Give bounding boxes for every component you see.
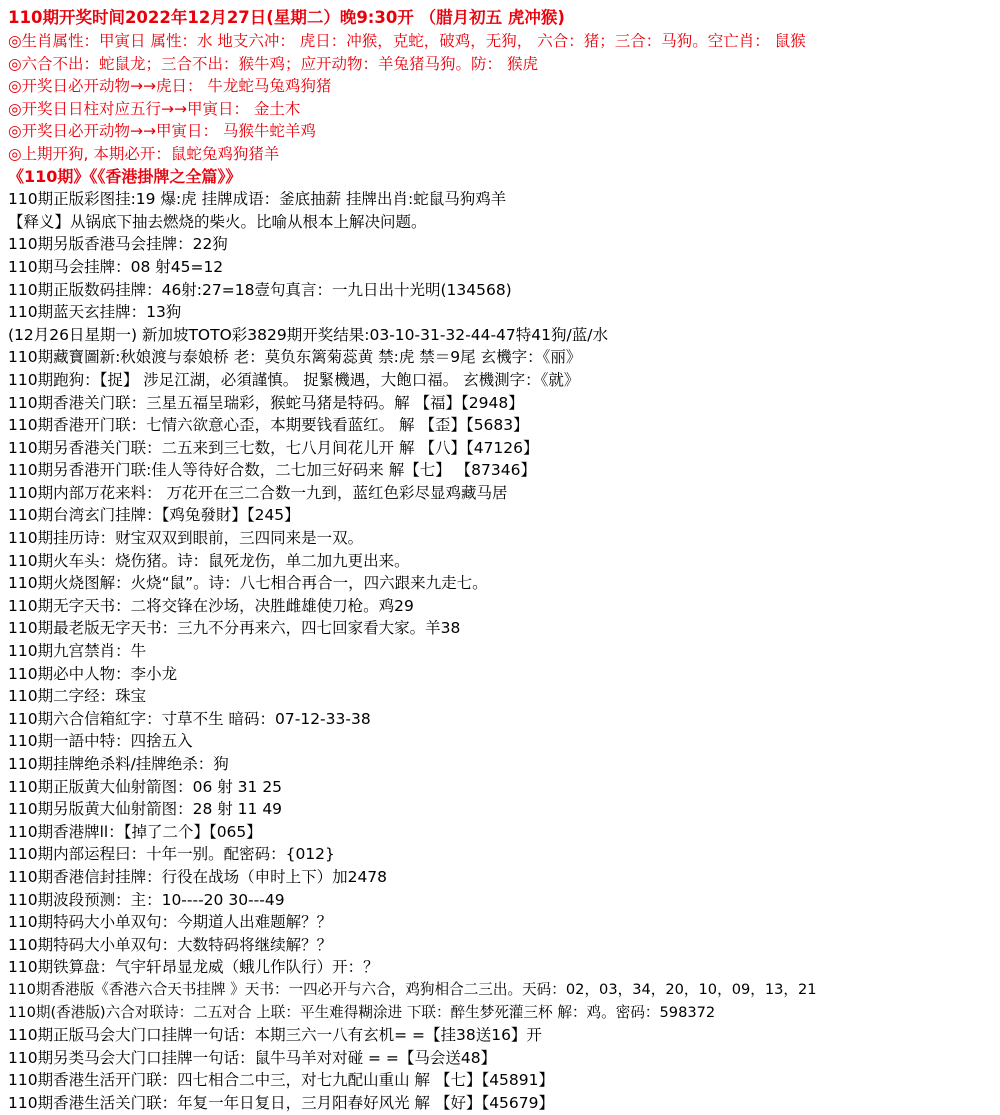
content-line: 110期香港生活开门联：四七相合二中三，对七九配山重山 解 【七】【45891】: [8, 1071, 554, 1090]
content-line: 110期波段预测：主：10----20 30---49: [8, 890, 285, 909]
content-line: ◎上期开狗, 本期必开：鼠蛇兔鸡狗猪羊: [8, 144, 280, 163]
content-line: 110期藏寶圖新:秋娘渡与泰娘桥 老：莫负东篱菊蕊黄 禁:虎 禁＝9尾 玄機字：《丽》: [8, 348, 582, 367]
content-line: 110期正版黄大仙射箭图：06 射 31 25: [8, 777, 283, 796]
content-line: ◎开奖日日柱对应五行→→甲寅日： 金土木: [8, 99, 301, 118]
content-line: 110期挂牌绝杀料/挂牌绝杀：狗: [8, 755, 229, 773]
content-line: 110期香港版《香港六合天书挂牌 》天书：一四必开与六合，鸡狗相合二三出。天码：02，03，34，20，10，09，13，21: [8, 980, 817, 998]
content-line: 110期最老版无字天书：三九不分再来六，四七回家看大家。羊38: [8, 619, 461, 638]
content-line: 110期另版黄大仙射箭图：28 射 11 49: [8, 800, 283, 819]
content-line: ◎开奖日必开动物→→虎日： 牛龙蛇马兔鸡狗猪: [8, 77, 332, 96]
content-line: 110期内部运程曰：十年一别。配密码：{012}: [8, 845, 335, 864]
content-line: ◎生肖属性：甲寅日 属性：水 地支六冲： 虎日：冲猴，克蛇，破鸡，无狗， 六合：猪；三合：马狗。空亡肖： 鼠猴: [8, 32, 806, 50]
content-line: ◎开奖日必开动物→→甲寅日： 马猴牛蛇羊鸡: [8, 122, 316, 141]
content-line: 【释义】从锅底下抽去燃烧的柴火。比喻从根本上解决问题。: [8, 212, 427, 231]
content-line: 110期香港关门联：三星五福呈瑞彩，猴蛇马猪是特码。解 【福】【2948】: [8, 393, 524, 412]
content-line: 110期(香港版)六合对联诗：二五对合 上联：平生难得糊涂进 下联：醉生梦死灌三杯 解：鸡。密码：598372: [8, 1003, 716, 1021]
content-line: 110期马会挂牌：08 射45=12: [8, 257, 224, 276]
content-line: 110期香港牌ll：【掉了二个】【065】: [8, 822, 262, 841]
content-line: 110期火烧图解：火烧“鼠”。诗：八七相合再合一，四六跟来九走七。: [8, 574, 488, 593]
content-line: 110期跑狗：【捉】 涉足江湖，必須謹慎。 捉緊機遇，大飽口福。 玄機測字：《就》: [8, 370, 580, 389]
content-line: 110期内部万花来料： 万花开在三二合数一九到，蓝红色彩尽显鸡藏马居: [8, 483, 508, 502]
content-line: 110期蓝天玄挂牌：13狗: [8, 303, 182, 322]
content-line: 110期火车头：烧伤猪。诗：鼠死龙伤，单二加九更出来。: [8, 551, 410, 570]
content-line: 110期另香港开门联:佳人等待好合数，二七加三好码来 解【七】 【87346】: [8, 461, 536, 480]
content-line: 110期正版数码挂牌：46射:27=18壹句真言：一九日出十光明(134568): [8, 280, 512, 299]
content-line: (12月26日星期一) 新加坡TOTO彩3829期开奖结果:03-10-31-32-44-47特41狗/蓝/水: [8, 325, 608, 344]
content-line: 110期特码大小单双句：今期道人出难题解？？: [8, 913, 333, 932]
content-line: 110期另香港关门联：二五来到三七数，七八月间花儿开 解 【八】【47126】: [8, 438, 539, 457]
page-title: 110期开奖时间2022年12月27日(星期二）晚9:30开 （腊月初五 虎冲猴): [8, 8, 565, 27]
content-line: 110期香港开门联：七情六欲意心歪，本期要钱看蓝红。 解 【歪】【5683】: [8, 416, 529, 435]
section-heading: 《110期》《《香港掛牌之全篇》》: [8, 166, 242, 186]
content-line: ◎六合不出：蛇鼠龙；三合不出：猴牛鸡；应开动物：羊兔猪马狗。防： 猴虎: [8, 54, 538, 73]
content-line: 110期香港信封挂牌：行役在战场（申时上下）加2478: [8, 867, 388, 886]
content-line: 110期正版马会大门口挂牌一句话：本期三六一八有玄机= =【挂38送16】开: [8, 1026, 542, 1045]
content-line: 110期挂历诗：财宝双双到眼前，三四同来是一双。: [8, 529, 364, 548]
content-line: 110期六合信箱紅字：寸草不生 暗码：07-12-33-38: [8, 709, 371, 728]
content-line: 110期九宫禁肖：牛: [8, 642, 147, 661]
content-line: 110期必中人物：李小龙: [8, 664, 178, 683]
content-line: 110期另类马会大门口挂牌一句话：鼠牛马羊对对碰 = =【马会送48】: [8, 1048, 497, 1067]
content-line: 110期铁算盘：气宇轩昂显龙威（蛾儿作队行）开：？: [8, 958, 379, 977]
content-line: 110期香港生活关门联：年复一年日复日，三月阳春好风光 解 【好】【45679】: [8, 1093, 554, 1112]
content-line: 110期正版彩图挂:19 爆:虎 挂牌成语：釜底抽薪 挂牌出肖:蛇鼠马狗鸡羊: [8, 190, 507, 209]
content-line: 110期台湾玄门挂牌：【鸡兔發財】【245】: [8, 506, 300, 525]
content-line: 110期特码大小单双句：大数特码将继续解？？: [8, 935, 333, 954]
content-line: 110期二字经：珠宝: [8, 687, 147, 706]
content-line: 110期另版香港马会挂牌：22狗: [8, 235, 228, 254]
content-line: 110期一語中特：四捨五入: [8, 732, 193, 751]
content-line: 110期无字天书：二将交锋在沙场，决胜雌雄使刀枪。鸡29: [8, 596, 414, 615]
